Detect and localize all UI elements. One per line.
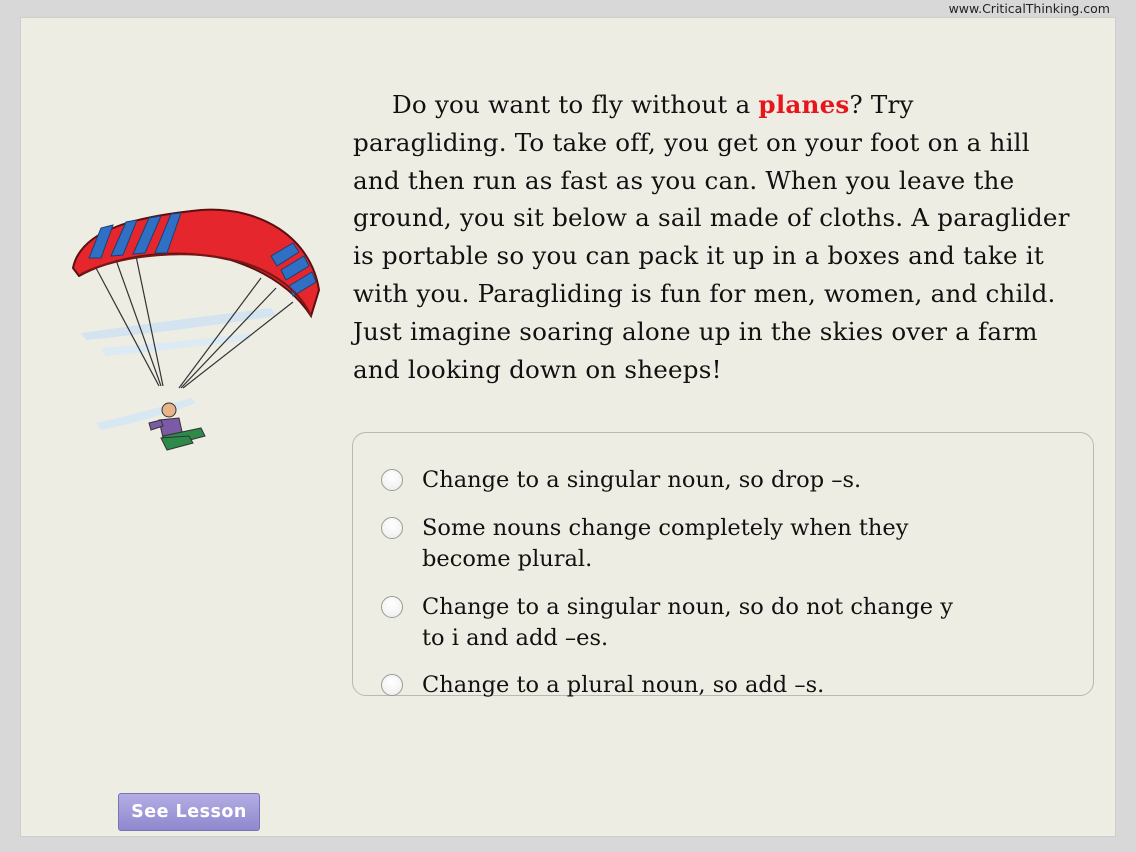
highlighted-word[interactable]: planes bbox=[758, 90, 850, 119]
wind-streaks bbox=[81, 308, 276, 430]
paraglider-icon bbox=[71, 198, 321, 458]
answer-choices bbox=[352, 432, 1094, 696]
radio-button[interactable] bbox=[381, 596, 403, 618]
choice-label: Change to a singular noun, so drop –s. bbox=[422, 467, 862, 493]
choice-3[interactable] bbox=[381, 592, 967, 653]
passage-paragraph bbox=[353, 86, 1073, 388]
sail bbox=[73, 210, 319, 316]
radio-button[interactable] bbox=[381, 469, 403, 491]
reading-passage bbox=[353, 86, 1073, 388]
lesson-panel bbox=[21, 18, 1115, 836]
passage-text-rest: ? Try paragliding. To take off, you get on your foot on a hill and then run as fast as you can. When you leave the ground, you sit below a sail made of cloths. A paraglider is portable so you can pack it up in a boxes and take it with you. Paragliding is fun for men, women, and child. Just imagine soaring alone up in the skies over a farm and looking down on sheeps! bbox=[353, 90, 1070, 384]
choice-2[interactable] bbox=[381, 513, 942, 574]
choice-4[interactable] bbox=[381, 670, 942, 701]
radio-button[interactable] bbox=[381, 517, 403, 539]
site-url: www.CriticalThinking.com bbox=[948, 1, 1110, 16]
choice-label: Change to a plural noun, so add –s. bbox=[422, 672, 825, 698]
see-lesson-button[interactable]: See Lesson bbox=[118, 793, 260, 831]
radio-button[interactable] bbox=[381, 674, 403, 696]
choice-label: Change to a singular noun, so do not change y to i and add –es. bbox=[422, 594, 953, 651]
passage-text-start: Do you want to fly without a bbox=[392, 90, 759, 119]
choice-1[interactable] bbox=[381, 465, 942, 496]
choice-label: Some nouns change completely when they become plural. bbox=[422, 515, 909, 572]
